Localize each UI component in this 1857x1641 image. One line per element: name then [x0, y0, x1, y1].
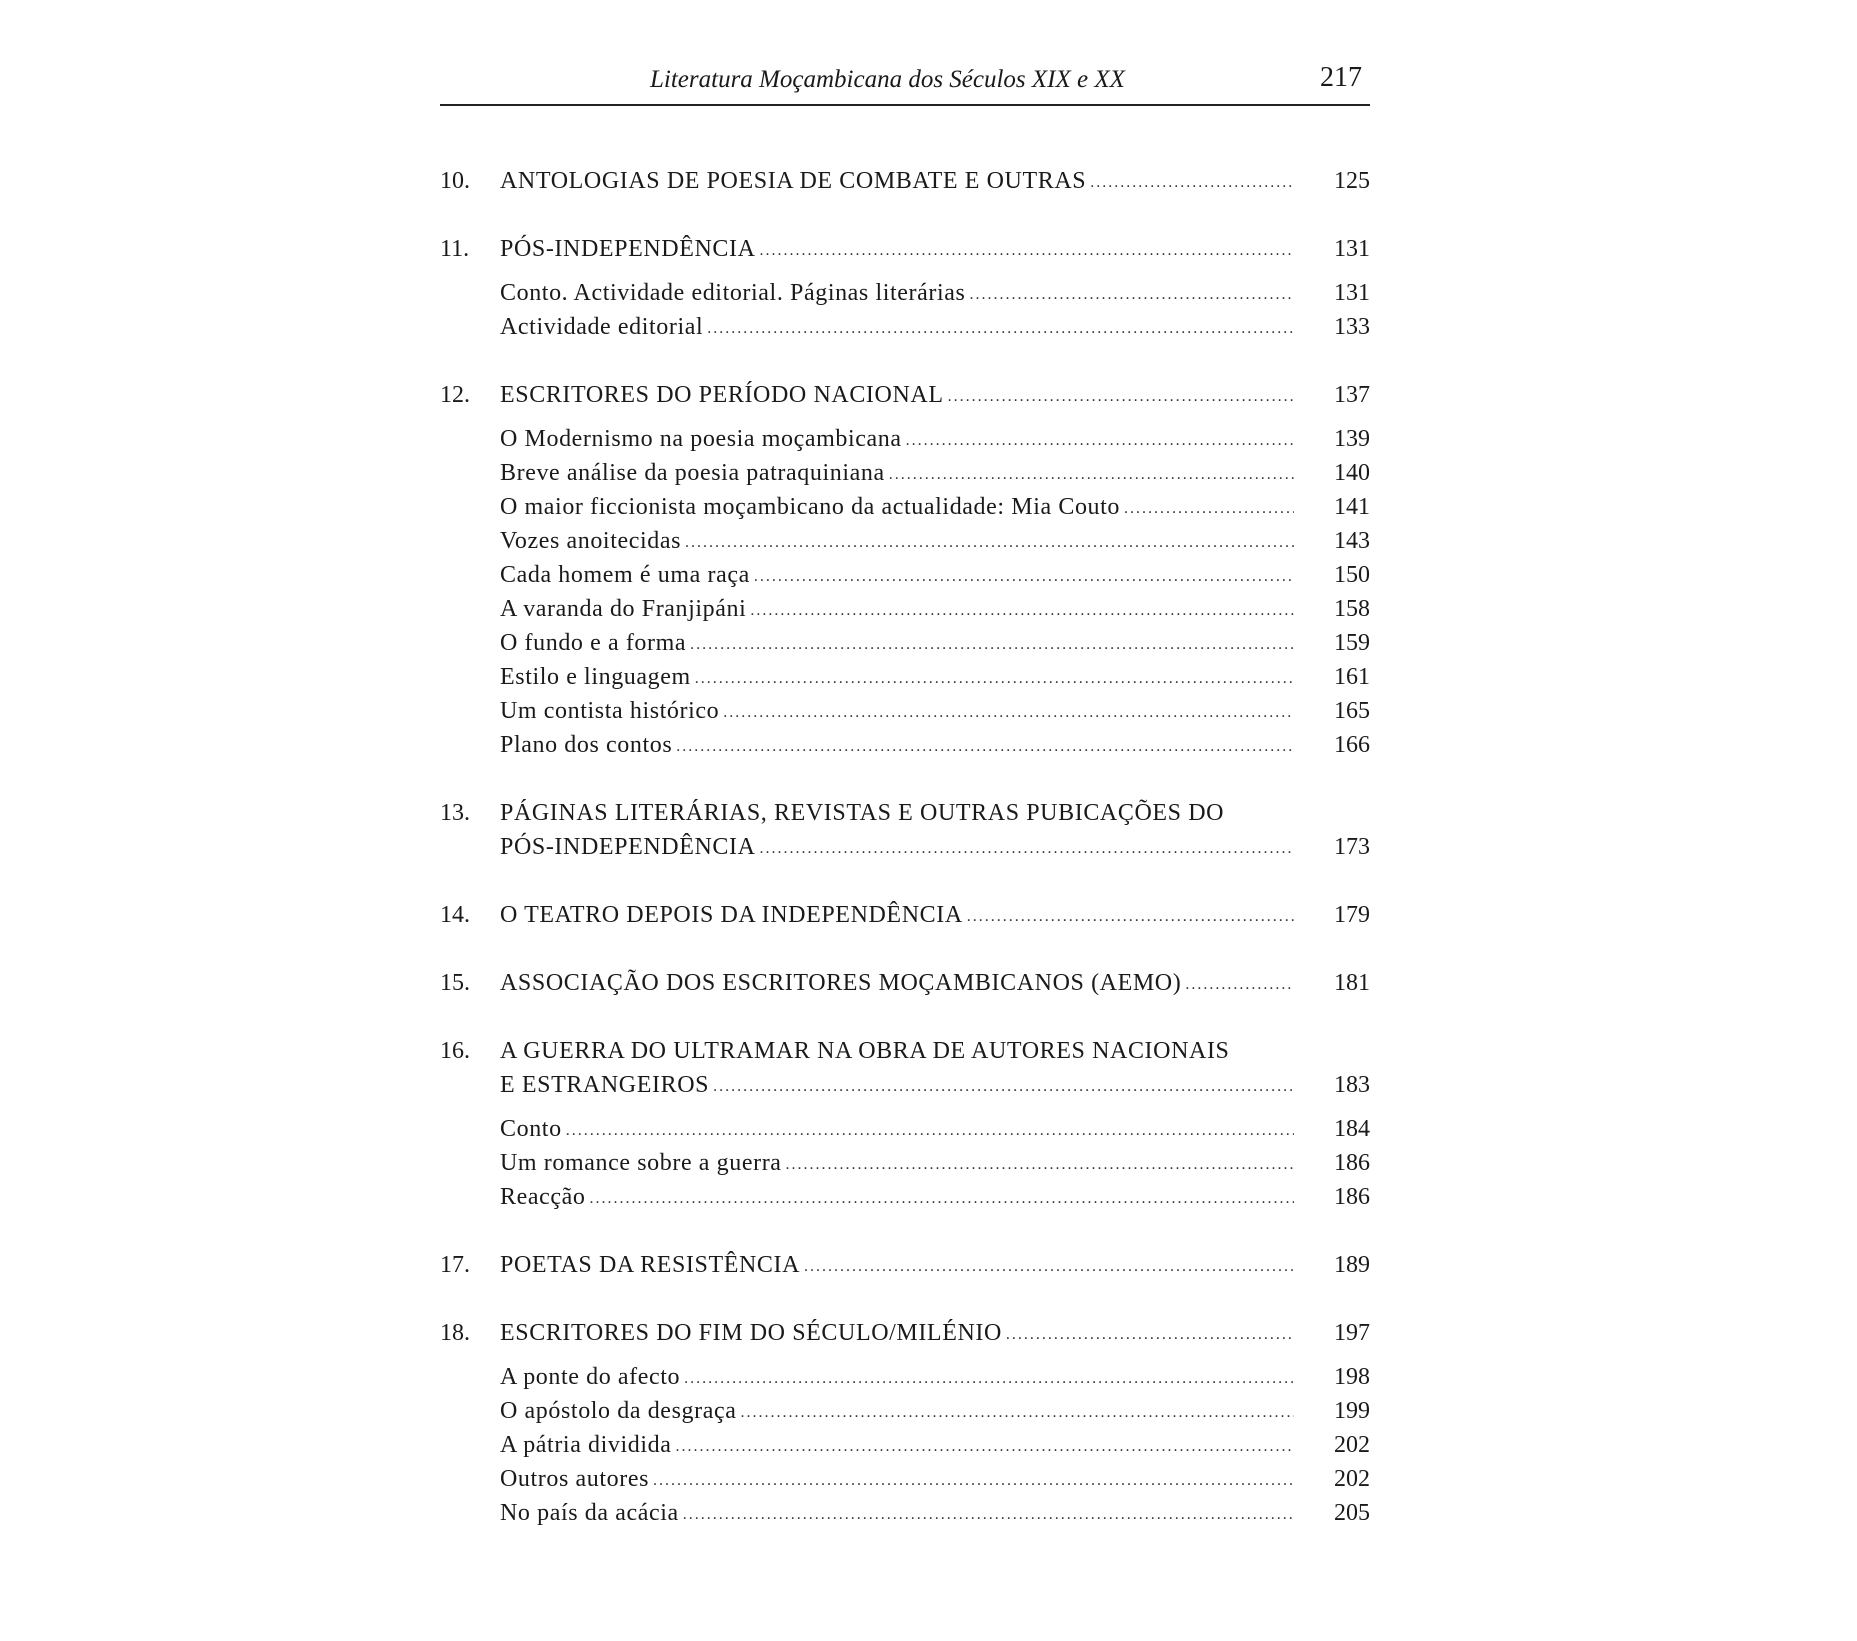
subsection-title: Vozes anoitecidas [500, 528, 682, 554]
running-head [440, 60, 1370, 106]
dot-leader [750, 604, 1294, 618]
dot-leader [1006, 1328, 1294, 1342]
chapter-title: POETAS DA RESISTÊNCIA [500, 1252, 801, 1278]
toc-chapter-row[interactable] [440, 966, 1370, 1000]
subsection-title: Um romance sobre a guerra [500, 1150, 782, 1176]
dot-leader [889, 468, 1294, 482]
toc-subsections [440, 276, 1370, 344]
subsection-page: 202 [1334, 1432, 1370, 1458]
toc-subsection-row[interactable] [440, 660, 1370, 694]
chapter-title: ANTOLOGIAS DE POESIA DE COMBATE E OUTRAS [500, 168, 1087, 194]
subsection-page: 199 [1334, 1398, 1370, 1424]
dot-leader [969, 288, 1294, 302]
dot-leader [566, 1124, 1294, 1138]
toc-subsection-row[interactable] [440, 1360, 1370, 1394]
chapter-number: 16. [440, 1038, 470, 1064]
toc-subsection-row[interactable] [440, 456, 1370, 490]
chapter-title: ESCRITORES DO PERÍODO NACIONAL [500, 382, 944, 408]
chapter-page: 197 [1334, 1320, 1370, 1346]
chapter-page: 131 [1334, 236, 1370, 262]
toc-chapter [440, 796, 1370, 864]
toc-subsection-row[interactable] [440, 1180, 1370, 1214]
subsection-title: Cada homem é uma raça [500, 562, 750, 588]
subsection-page: 184 [1334, 1116, 1370, 1142]
dot-leader [760, 244, 1294, 258]
dot-leader [1185, 978, 1294, 992]
subsection-title: Breve análise da poesia patraquiniana [500, 460, 885, 486]
chapter-title: A GUERRA DO ULTRAMAR NA OBRA DE AUTORES NACIONAIS [500, 1038, 1230, 1064]
subsection-title: Actividade editorial [500, 314, 704, 340]
toc-subsections [440, 1112, 1370, 1214]
toc-subsection-row[interactable] [440, 694, 1370, 728]
toc-chapter [440, 898, 1370, 932]
subsection-title: A varanda do Franjipáni [500, 596, 747, 622]
subsection-page: 139 [1334, 426, 1370, 452]
subsection-page: 166 [1334, 732, 1370, 758]
subsection-title: O maior ficcionista moçambicano da actualidade: Mia Couto [500, 494, 1121, 520]
toc-subsection-row[interactable] [440, 728, 1370, 762]
chapter-page: 125 [1334, 168, 1370, 194]
toc-chapter [440, 966, 1370, 1000]
dot-leader [690, 638, 1294, 652]
chapter-page: 179 [1334, 902, 1370, 928]
subsection-page: 165 [1334, 698, 1370, 724]
dot-leader [707, 322, 1294, 336]
toc-chapter-row[interactable] [440, 378, 1370, 412]
dot-leader [676, 740, 1294, 754]
subsection-title: A ponte do afecto [500, 1364, 681, 1390]
subsection-title: Conto [500, 1116, 562, 1142]
chapter-page: 183 [1334, 1072, 1370, 1098]
dot-leader [723, 706, 1294, 720]
chapter-number: 10. [440, 168, 470, 194]
subsection-title: No país da acácia [500, 1500, 679, 1526]
dot-leader [684, 1372, 1294, 1386]
toc-subsection-row[interactable] [440, 310, 1370, 344]
subsection-page: 131 [1334, 280, 1370, 306]
subsection-page: 161 [1334, 664, 1370, 690]
toc-subsection-row[interactable] [440, 276, 1370, 310]
chapter-number: 17. [440, 1252, 470, 1278]
table-of-contents [440, 164, 1370, 1530]
toc-chapter-row[interactable] [440, 796, 1370, 830]
toc-subsection-row[interactable] [440, 626, 1370, 660]
subsection-page: 143 [1334, 528, 1370, 554]
chapter-title-continued: PÓS-INDEPENDÊNCIA [500, 834, 756, 860]
subsection-title: O apóstolo da desgraça [500, 1398, 737, 1424]
chapter-title-continued: E ESTRANGEIROS [500, 1072, 710, 1098]
chapter-title: O TEATRO DEPOIS DA INDEPENDÊNCIA [500, 902, 963, 928]
book-page [440, 60, 1370, 1600]
subsection-page: 159 [1334, 630, 1370, 656]
dot-leader [786, 1158, 1294, 1172]
toc-chapter-row[interactable] [440, 1248, 1370, 1282]
subsection-title: Conto. Actividade editorial. Páginas literárias [500, 280, 966, 306]
dot-leader [948, 390, 1294, 404]
chapter-page: 137 [1334, 382, 1370, 408]
toc-chapter [440, 1316, 1370, 1530]
dot-leader [685, 536, 1294, 550]
chapter-title: ASSOCIAÇÃO DOS ESCRITORES MOÇAMBICANOS (AEMO) [500, 970, 1182, 996]
dot-leader [589, 1192, 1294, 1206]
toc-subsection-row[interactable] [440, 1496, 1370, 1530]
subsection-page: 186 [1334, 1150, 1370, 1176]
chapter-page: 189 [1334, 1252, 1370, 1278]
toc-subsection-row[interactable] [440, 1428, 1370, 1462]
subsection-title: O fundo e a forma [500, 630, 687, 656]
toc-chapter-row-continued[interactable] [440, 830, 1370, 864]
subsection-title: A pátria dividida [500, 1432, 672, 1458]
subsection-page: 133 [1334, 314, 1370, 340]
toc-chapter-row[interactable] [440, 164, 1370, 198]
chapter-number: 11. [440, 236, 470, 262]
dot-leader [653, 1474, 1294, 1488]
toc-subsection-row[interactable] [440, 1394, 1370, 1428]
chapter-number: 13. [440, 800, 470, 826]
subsection-title: O Modernismo na poesia moçambicana [500, 426, 902, 452]
dot-leader [740, 1406, 1294, 1420]
subsection-page: 150 [1334, 562, 1370, 588]
subsection-title: Plano dos contos [500, 732, 673, 758]
subsection-page: 198 [1334, 1364, 1370, 1390]
toc-chapter-row[interactable] [440, 898, 1370, 932]
toc-subsection-row[interactable] [440, 524, 1370, 558]
chapter-title: ESCRITORES DO FIM DO SÉCULO/MILÉNIO [500, 1320, 1002, 1346]
toc-subsection-row[interactable] [440, 422, 1370, 456]
dot-leader [683, 1508, 1294, 1522]
dot-leader [713, 1080, 1294, 1094]
dot-leader [754, 570, 1294, 584]
subsection-page: 202 [1334, 1466, 1370, 1492]
subsection-page: 140 [1334, 460, 1370, 486]
toc-chapter [440, 232, 1370, 344]
running-title: Literatura Moçambicana dos Séculos XIX e XX [650, 66, 1125, 93]
dot-leader [676, 1440, 1295, 1454]
subsection-title: Outros autores [500, 1466, 650, 1492]
subsection-page: 141 [1334, 494, 1370, 520]
toc-chapter [440, 164, 1370, 198]
toc-subsection-row[interactable] [440, 558, 1370, 592]
dot-leader [804, 1260, 1294, 1274]
subsection-page: 205 [1334, 1500, 1370, 1526]
toc-chapter-row[interactable] [440, 1316, 1370, 1350]
toc-subsections [440, 422, 1370, 762]
chapter-title: PÁGINAS LITERÁRIAS, REVISTAS E OUTRAS PUBICAÇÕES DO [500, 800, 1225, 826]
dot-leader [760, 842, 1294, 856]
toc-chapter-row[interactable] [440, 232, 1370, 266]
dot-leader [1090, 176, 1294, 190]
chapter-page: 173 [1334, 834, 1370, 860]
subsection-page: 158 [1334, 596, 1370, 622]
toc-subsection-row[interactable] [440, 1462, 1370, 1496]
toc-chapter-row-continued[interactable] [440, 1068, 1370, 1102]
toc-subsections [440, 1360, 1370, 1530]
subsection-title: Estilo e linguagem [500, 664, 691, 690]
chapter-title: PÓS-INDEPENDÊNCIA [500, 236, 756, 262]
toc-chapter [440, 1034, 1370, 1214]
toc-chapter-row[interactable] [440, 1034, 1370, 1068]
toc-subsection-row[interactable] [440, 1146, 1370, 1180]
chapter-number: 14. [440, 902, 470, 928]
subsection-page: 186 [1334, 1184, 1370, 1210]
dot-leader [906, 434, 1294, 448]
subsection-title: Um contista histórico [500, 698, 720, 724]
dot-leader [695, 672, 1294, 686]
subsection-title: Reacção [500, 1184, 586, 1210]
chapter-page: 181 [1334, 970, 1370, 996]
toc-chapter [440, 378, 1370, 762]
chapter-number: 18. [440, 1320, 470, 1346]
dot-leader [1124, 502, 1294, 516]
toc-subsection-row[interactable] [440, 592, 1370, 626]
chapter-number: 12. [440, 382, 470, 408]
page-number: 217 [1320, 62, 1362, 93]
dot-leader [967, 910, 1294, 924]
toc-subsection-row[interactable] [440, 490, 1370, 524]
toc-subsection-row[interactable] [440, 1112, 1370, 1146]
chapter-number: 15. [440, 970, 470, 996]
toc-chapter [440, 1248, 1370, 1282]
